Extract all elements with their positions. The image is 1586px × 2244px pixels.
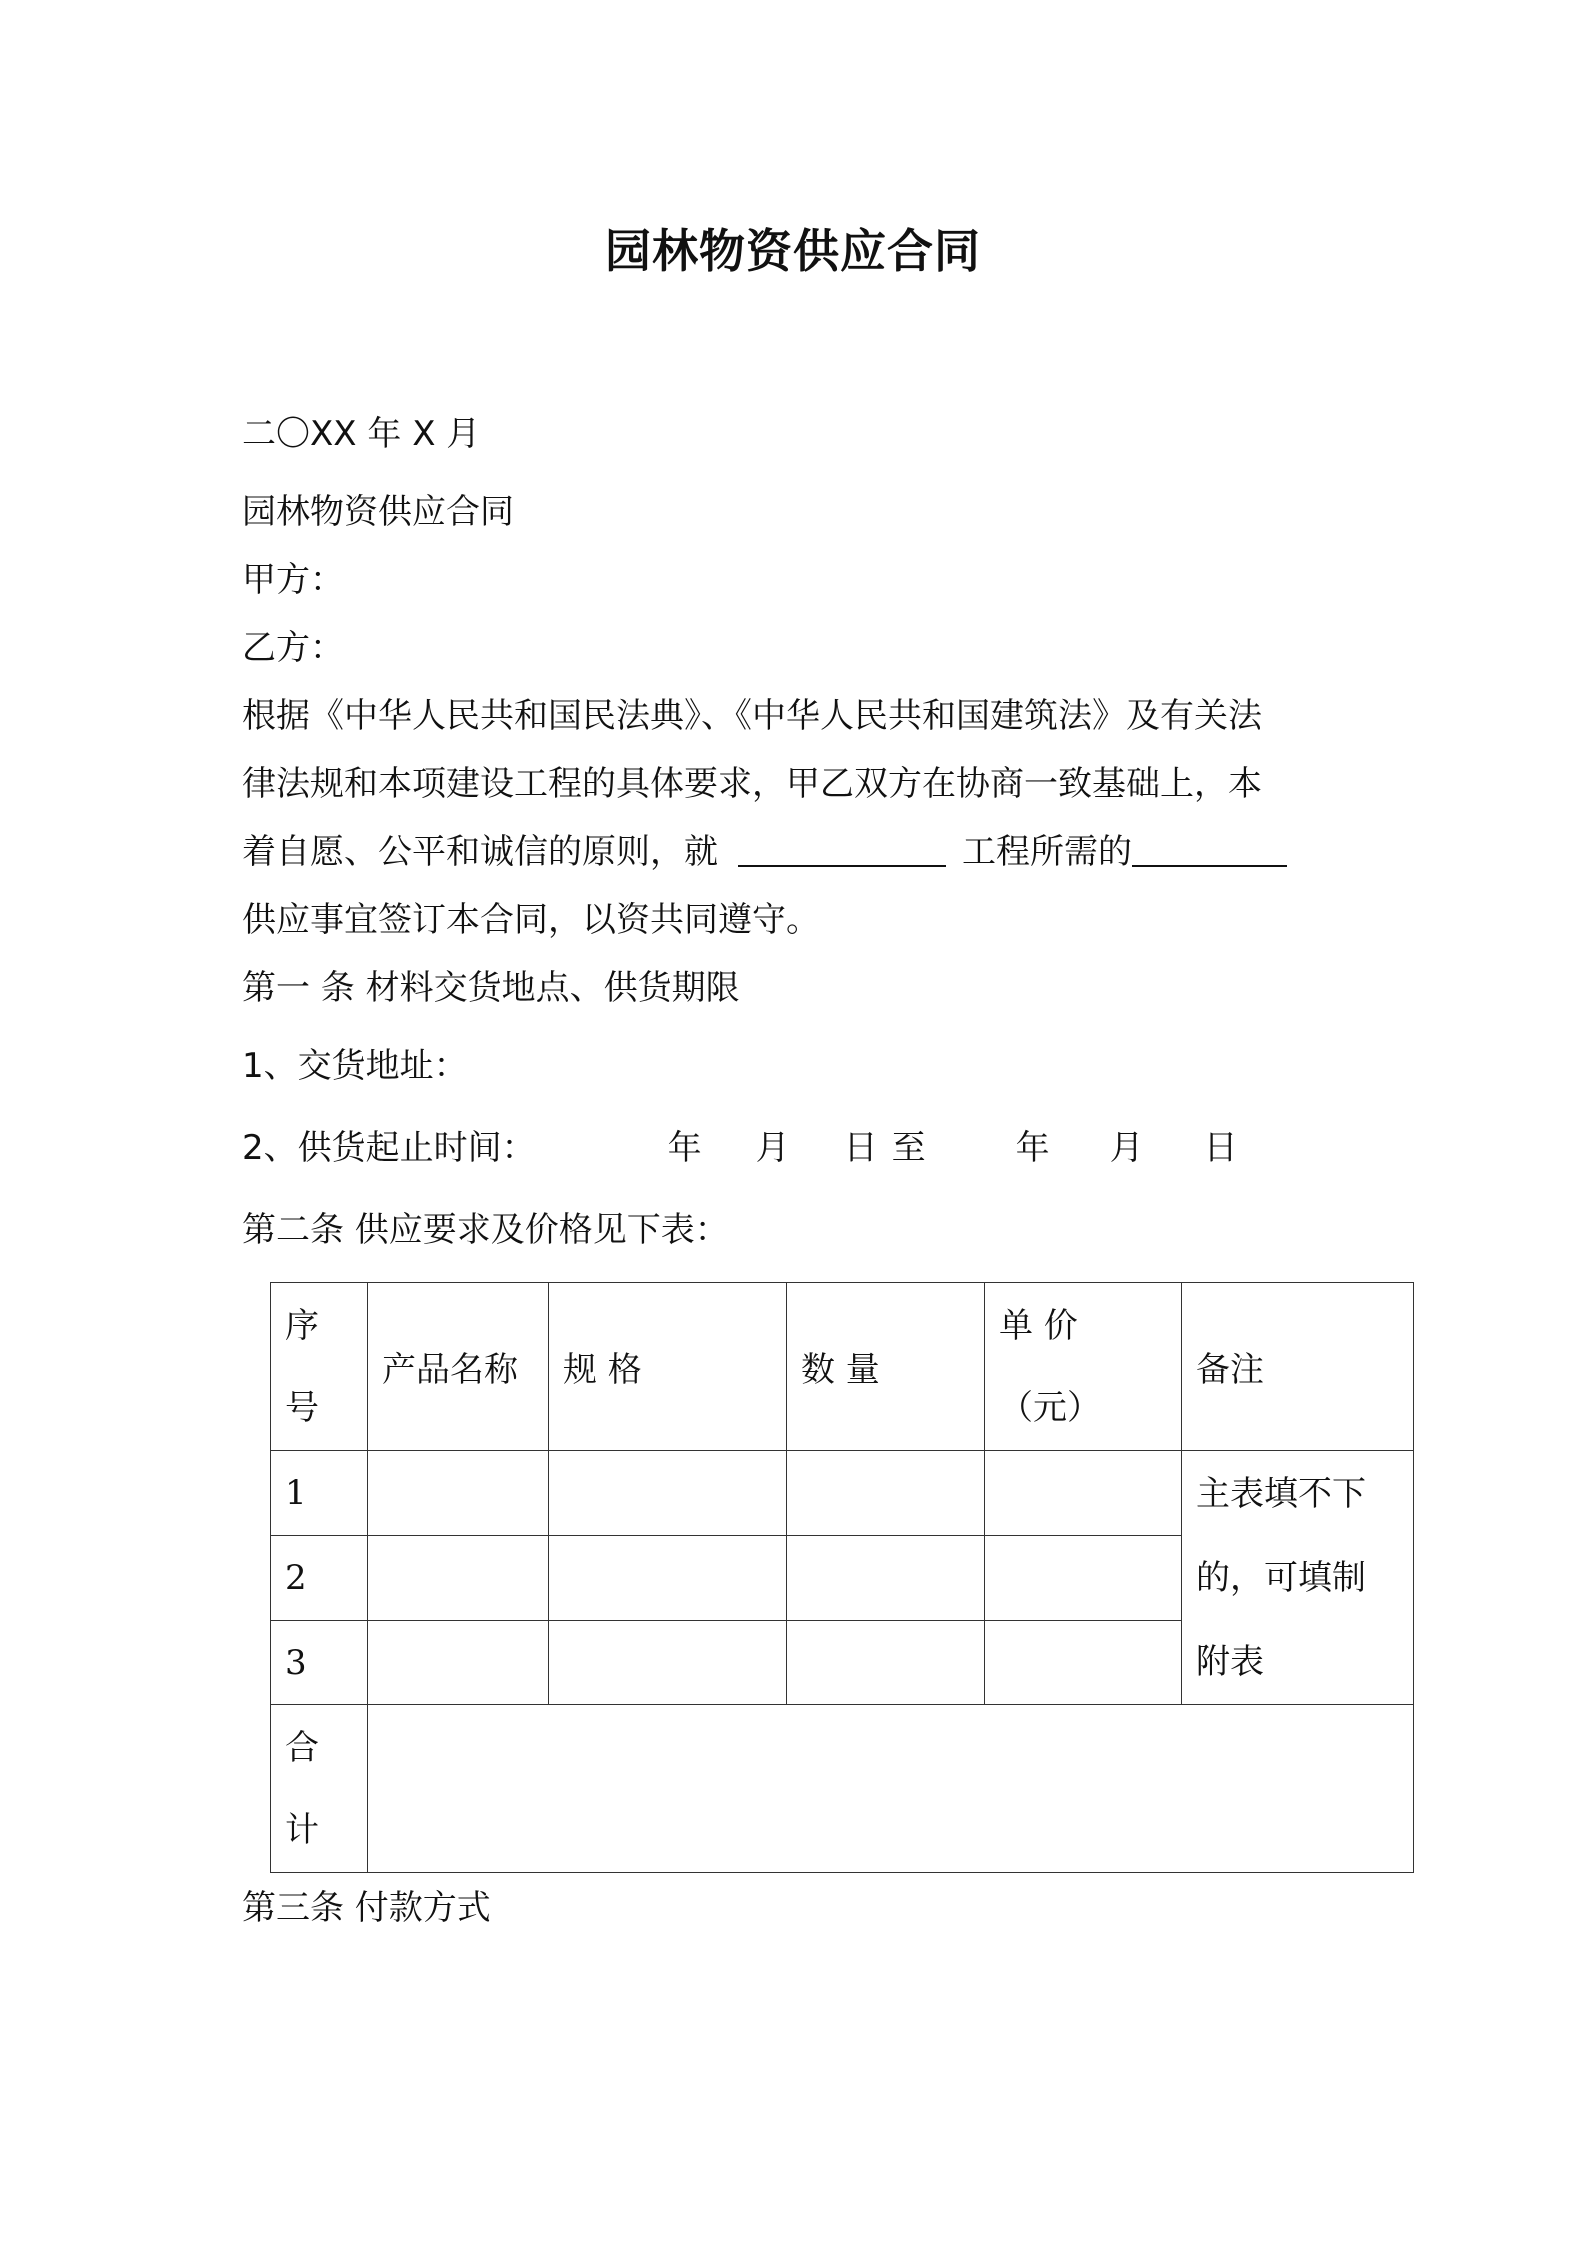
article-1-heading: 第一 条 材料交货地点、供货期限 [242, 968, 740, 1008]
table-total-row [271, 1705, 1414, 1873]
total-label-line-1: 合 [285, 1727, 319, 1768]
remark-line-1: 主表填不下 [1196, 1473, 1366, 1514]
header-spec: 规 格 [549, 1283, 787, 1451]
intro-line-3 [242, 830, 1287, 874]
row-seq: 1 [271, 1451, 368, 1536]
contract-subtitle: 园林物资供应合同 [242, 492, 514, 532]
intro-line-2: 律法规和本项建设工程的具体要求，甲乙双方在协商一致基础上，本 [242, 764, 1262, 804]
header-price-line-1: 单 价 [999, 1305, 1078, 1346]
intro-line-3-end: 工程所需的 [962, 832, 1132, 872]
intro-line-3-start: 着自愿、公平和诚信的原则，就 [242, 832, 718, 872]
supply-period-line [242, 1126, 1238, 1170]
cell-spec[interactable] [549, 1451, 787, 1536]
cell-unit-price[interactable] [985, 1621, 1182, 1705]
project-name-blank[interactable] [738, 835, 946, 867]
table-header-row [271, 1283, 1414, 1451]
total-value-cell[interactable] [368, 1705, 1414, 1873]
cell-product-name[interactable] [368, 1451, 549, 1536]
header-quantity: 数 量 [787, 1283, 985, 1451]
date-line: 二〇XX 年 X 月 [242, 414, 481, 454]
table-row [271, 1451, 1414, 1536]
cell-spec[interactable] [549, 1536, 787, 1621]
to-word: 至 [891, 1128, 926, 1168]
supply-period-label: 2、供货起止时间： [242, 1128, 536, 1168]
remark-line-3: 附表 [1196, 1641, 1264, 1682]
material-name-blank[interactable] [1132, 835, 1287, 867]
header-unit-price [985, 1283, 1182, 1451]
header-remark: 备注 [1182, 1283, 1414, 1451]
party-a-label: 甲方： [242, 560, 344, 600]
cell-product-name[interactable] [368, 1536, 549, 1621]
total-label-line-2: 计 [285, 1809, 319, 1850]
start-month: 月 [755, 1128, 790, 1168]
cell-quantity[interactable] [787, 1451, 985, 1536]
intro-line-1: 根据《中华人民共和国民法典》、《中华人民共和国建筑法》及有关法 [242, 696, 1262, 736]
remark-line-2: 的，可填制 [1196, 1557, 1366, 1598]
supply-price-table [270, 1282, 1414, 1873]
header-seq [271, 1283, 368, 1451]
header-product-name: 产品名称 [368, 1283, 549, 1451]
start-year: 年 [667, 1128, 702, 1168]
document-title: 园林物资供应合同 [605, 224, 981, 278]
header-seq-line-2: 号 [285, 1387, 319, 1428]
total-label [271, 1705, 368, 1873]
delivery-address-label: 1、交货地址： [242, 1046, 468, 1086]
cell-quantity[interactable] [787, 1621, 985, 1705]
party-b-label: 乙方： [242, 628, 344, 668]
cell-unit-price[interactable] [985, 1451, 1182, 1536]
remark-note [1182, 1451, 1414, 1705]
article-2-heading: 第二条 供应要求及价格见下表： [242, 1210, 729, 1250]
end-day: 日 [1203, 1128, 1238, 1168]
start-day: 日 [843, 1128, 878, 1168]
cell-product-name[interactable] [368, 1621, 549, 1705]
row-seq: 2 [271, 1536, 368, 1621]
cell-unit-price[interactable] [985, 1536, 1182, 1621]
header-price-line-2: （元） [999, 1387, 1101, 1428]
row-seq: 3 [271, 1621, 368, 1705]
header-seq-line-1: 序 [285, 1305, 319, 1346]
end-month: 月 [1109, 1128, 1144, 1168]
intro-line-4: 供应事宜签订本合同，以资共同遵守。 [242, 900, 820, 940]
cell-quantity[interactable] [787, 1536, 985, 1621]
cell-spec[interactable] [549, 1621, 787, 1705]
end-year: 年 [1015, 1128, 1050, 1168]
article-3-heading: 第三条 付款方式 [242, 1888, 491, 1928]
